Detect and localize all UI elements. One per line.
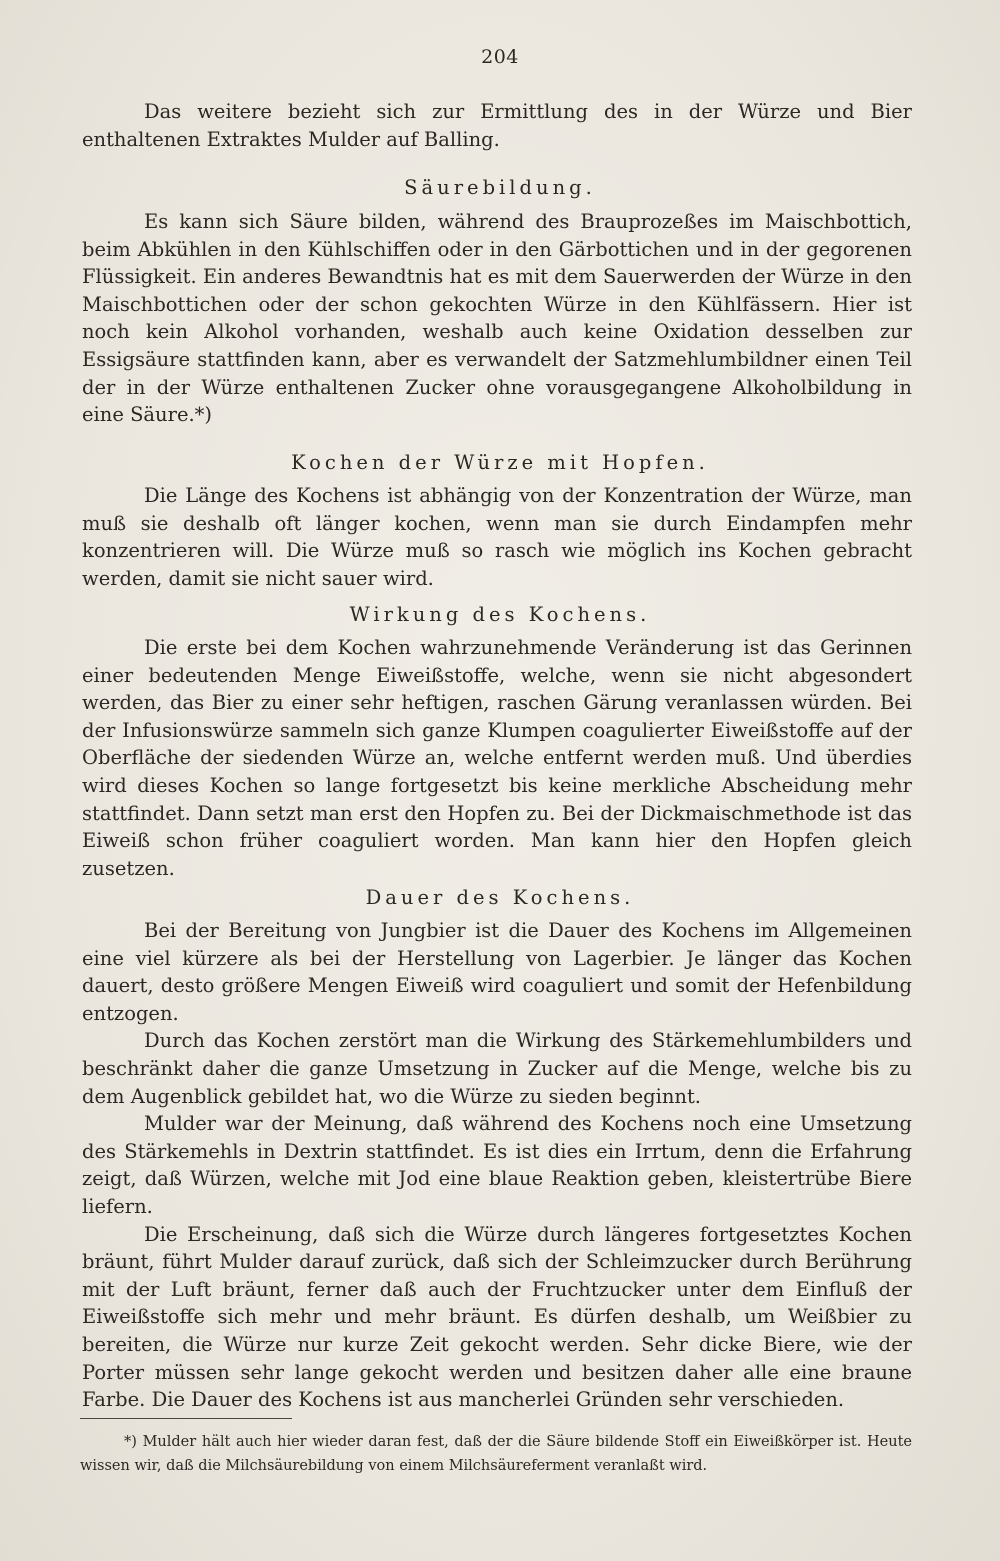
paragraph: Es kann sich Säure bilden, während des Brauprozeßes im Maischbottich, beim Abkühlen in den Kühlschiffen oder in den Gärbottichen und in der gegorenen Flüssigkeit. Ein anderes Bewandtnis hat es mit dem Sauerwerden der Würze in den Maischbottichen oder der schon gekochten Würze in den Kühlfässern. Hier ist noch kein Alkohol vorhanden, weshalb auch keine Oxidation desselben zur Essigsäure stattfinden kann, aber es verwandelt der Satzmehlumbildner einen Teil der in der Würze enthaltenen Zucker ohne vorausgegangene Alkoholbildung in eine Säure.*) — [82, 210, 912, 427]
paragraph: Durch das Kochen zerstört man die Wirkung des Stärkemehlumbilders und beschränkt daher die ganze Umsetzung in Zucker auf die Menge, welche bis zu dem Augenblick gebildet hat, wo die Würze zu sieden beginnt. — [82, 1029, 912, 1108]
section-body-kochen-mit-hopfen — [82, 482, 912, 592]
paragraph: Die Länge des Kochens ist abhängig von der Konzentration der Würze, man muß sie deshalb oft länger kochen, wenn man sie durch Eindampfen mehr konzentrieren will. Die Würze muß so rasch wie möglich ins Kochen gebracht werden, damit sie nicht sauer wird. — [82, 484, 912, 590]
section-body-wirkung-des-kochens — [82, 634, 912, 882]
page-number: 204 — [481, 46, 519, 68]
paragraph: Mulder war der Meinung, daß während des Kochens noch eine Umsetzung des Stärkemehls in Dextrin stattfindet. Es ist dies ein Irrtum, denn die Erfahrung zeigt, daß Würzen, welche mit Jod eine blaue Reaktion geben, kleistertrübe Biere liefern. — [82, 1112, 912, 1218]
footnote — [80, 1430, 912, 1478]
paragraph: Die Erscheinung, daß sich die Würze durch längeres fortgesetztes Kochen bräunt, führt Mulder darauf zurück, daß sich der Schleimzucker durch Berührung mit der Luft bräunt, ferner daß auch der Fruchtzucker unter dem Einfluß der Eiweißstoffe sich mehr und mehr bräunt. Es dürfen deshalb, um Weißbier zu bereiten, die Würze nur kurze Zeit gekocht werden. Sehr dicke Biere, wie der Porter müssen sehr lange gekocht werden und besitzen daher alle eine braune Farbe. Die Dauer des Kochens ist aus mancherlei Gründen sehr verschieden. — [82, 1222, 912, 1412]
section-body-dauer-des-kochens — [82, 917, 912, 1414]
section-body-saeurebildung — [82, 208, 912, 429]
paragraph: Bei der Bereitung von Jungbier ist die Dauer des Kochens im Allgemeinen eine viel kürzere als bei der Herstellung von Lagerbier. Je länger das Kochen dauert, desto größere Mengen Eiweiß wird coaguliert und somit der Hefenbildung entzogen. — [82, 919, 912, 1025]
section-heading-wirkung-des-kochens: Wirkung des Kochens. — [349, 603, 651, 626]
footnote-text: *) Mulder hält auch hier wieder daran fest, daß der die Säure bildende Stoff ein Eiweißkörper ist. Heute wissen wir, daß die Milchsäurebildung von einem Milchsäureferment veranlaßt wird. — [80, 1434, 912, 1474]
section-heading-dauer-des-kochens: Dauer des Kochens. — [365, 886, 635, 909]
section-heading-kochen-mit-hopfen: Kochen der Würze mit Hopfen. — [291, 451, 709, 474]
intro-paragraph-block — [82, 98, 912, 153]
intro-paragraph: Das weitere bezieht sich zur Ermittlung des in der Würze und Bier enthaltenen Extraktes Mulder auf Balling. — [82, 100, 912, 151]
paragraph: Die erste bei dem Kochen wahrzunehmende Veränderung ist das Gerinnen einer bedeutenden Menge Eiweißstoffe, welche, wenn sie nicht abgesondert werden, das Bier zu einer sehr heftigen, raschen Gärung veranlassen würden. Bei der Infusionswürze sammeln sich ganze Klumpen coagulierter Eiweißstoffe auf der Oberfläche der siedenden Würze an, welche entfernt werden muß. Und überdies wird dieses Kochen so lange fortgesetzt bis keine merkliche Abscheidung mehr stattfindet. Dann setzt man erst den Hopfen zu. Bei der Dickmaischmethode ist das Eiweiß schon früher coaguliert worden. Man kann hier den Hopfen gleich zusetzen. — [82, 636, 912, 880]
footnote-divider — [80, 1418, 292, 1419]
section-heading-saeurebildung: Säurebildung. — [404, 176, 596, 199]
